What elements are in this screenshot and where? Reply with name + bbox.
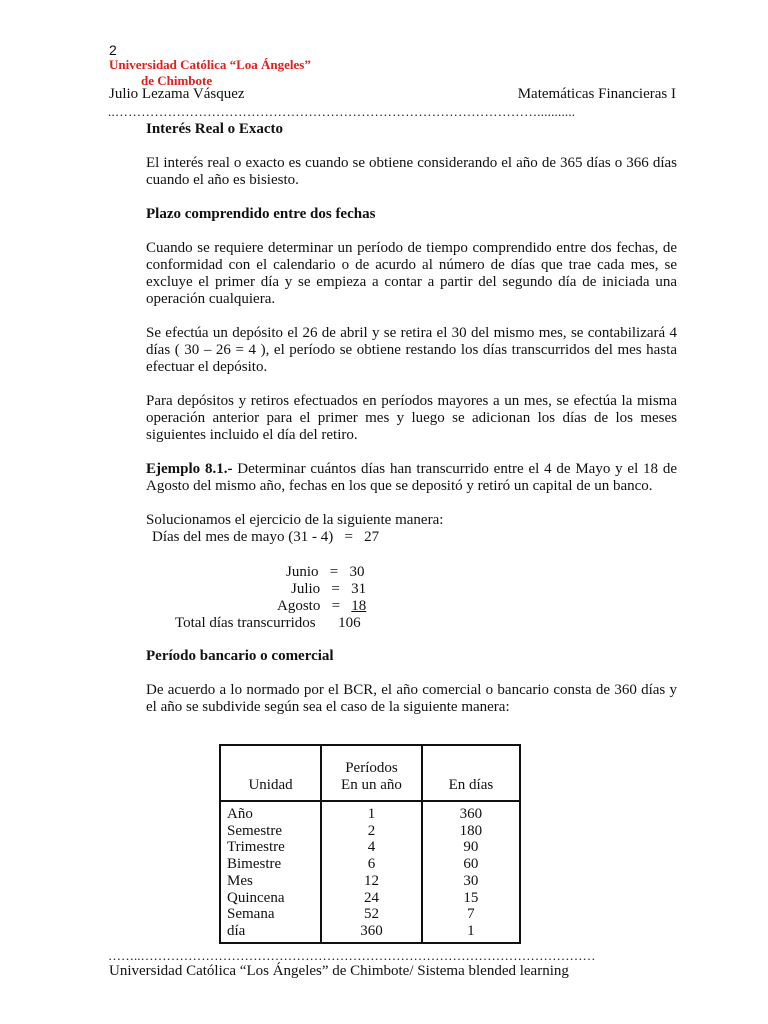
solution-intro: Solucionamos el ejercicio de la siguiente manera: <box>146 512 444 528</box>
paragraph-ejemplo <box>146 461 677 495</box>
table-cell-unidad: Año <box>227 806 253 822</box>
paragraph-plazo-1: Cuando se requiere determinar un período de tiempo comprendido entre dos fechas, de conformidad con el calendario o de acurdo al número de días que trae cada mes, se excluye el primer día y se empieza a contar a partir del segundo día de iniciada una operación cualquiera. <box>146 240 677 307</box>
table-cell-periodos: 1 <box>367 806 376 822</box>
table-header-periodos-line2: En un año <box>341 777 402 793</box>
author-name: Julio Lezama Vásquez <box>109 86 245 102</box>
table-column-periodos <box>321 801 422 943</box>
table-cell-dias: 360 <box>459 806 483 822</box>
table-cell-dias: 7 <box>467 906 475 923</box>
calc-julio: Julio = 31 <box>291 581 367 597</box>
calc-agosto-label: Agosto = <box>277 598 352 614</box>
table-header-periodos-line1: Períodos <box>345 760 398 776</box>
table-header-periodos <box>321 745 422 801</box>
table-cell-unidad: Semana <box>227 906 275 923</box>
paragraph-plazo-2: Se efectúa un depósito el 26 de abril y se retira el 30 del mismo mes, se contabilizará 4 días ( 30 – 26 = 4 ), el período se obtiene restando los días transcurridos del mes hasta efectuar el depósito. <box>146 325 677 375</box>
section-title-bancario: Período bancario o comercial <box>146 648 334 664</box>
main-content <box>146 121 677 716</box>
paragraph-bancario: De acuerdo a lo normado por el BCR, el año comercial o bancario consta de 360 días y el año se subdivide según sea el caso de la siguiente manera: <box>146 682 677 715</box>
table-cell-dias: 15 <box>463 889 479 906</box>
table-cell-unidad: Quincena <box>227 889 285 906</box>
page-number: 2 <box>109 42 117 58</box>
table-header-unidad: Unidad <box>220 745 321 801</box>
table-cell-unidad: Semestre <box>227 822 282 839</box>
table-cell-dias: 30 <box>463 872 479 889</box>
section-title-interes-real: Interés Real o Exacto <box>146 121 284 137</box>
table-column-dias <box>422 801 520 943</box>
table-cell-dias: 90 <box>463 839 479 856</box>
ejemplo-text: Determinar cuántos días han transcurrido entre el 4 de Mayo y el 18 de Agosto del mismo año, fechas en los que se depositó y retiró un capital de un banco. <box>146 461 677 494</box>
section-title-plazo: Plazo comprendido entre dos fechas <box>146 206 376 222</box>
table-header-dias: En días <box>422 745 520 801</box>
paragraph-interes-real: El interés real o exacto es cuando se obtiene considerando el año de 365 días o 366 días cuando el año es bisiesto. <box>146 155 677 188</box>
footer-divider: ……..…………………………………………………………………………………………… <box>108 948 596 963</box>
table-cell-dias: 180 <box>459 822 483 839</box>
calc-junio: Junio = 30 <box>286 564 365 580</box>
table-cell-unidad: día <box>227 922 246 939</box>
ejemplo-label: Ejemplo 8.1.- <box>146 461 233 477</box>
table-cell-unidad: Bimestre <box>227 856 282 873</box>
table-cell-periodos: 52 <box>363 906 379 923</box>
table-cell-dias: 1 <box>467 922 475 939</box>
table-cell-unidad: Trimestre <box>227 839 285 856</box>
calc-total: Total días transcurridos 106 <box>175 615 361 631</box>
course-title: Matemáticas Financieras I <box>517 86 676 102</box>
table-cell-periodos: 4 <box>367 839 376 856</box>
table-cell-periodos: 2 <box>367 822 376 839</box>
calc-agosto-value: 18 <box>351 598 367 614</box>
footer-text: Universidad Católica “Los Ángeles” de Chimbote/ Sistema blended learning <box>109 963 569 979</box>
table-column-unidad <box>220 801 321 943</box>
calc-mayo: Días del mes de mayo (31 - 4) = 27 <box>152 529 380 545</box>
table-cell-periodos: 360 <box>360 922 383 939</box>
periods-table <box>219 744 521 944</box>
table-cell-periodos: 24 <box>363 889 379 906</box>
header-divider: ..……………………………………………………………………………………........... <box>108 104 576 119</box>
university-name <box>109 57 311 89</box>
university-line-2: de Chimbote <box>141 73 213 88</box>
table-cell-periodos: 12 <box>363 872 379 889</box>
calculation-block <box>146 529 677 634</box>
paragraph-plazo-3: Para depósitos y retiros efectuados en períodos mayores a un mes, se efectúa la misma operación anterior para el primer mes y luego se adicionan los días de los meses siguientes incluido el día del retiro. <box>146 393 677 443</box>
table-cell-dias: 60 <box>463 856 479 873</box>
calc-agosto <box>277 598 366 615</box>
university-line-1: Universidad Católica “Loa Ángeles” <box>109 57 311 72</box>
table-cell-periodos: 6 <box>367 856 376 873</box>
table-cell-unidad: Mes <box>227 872 253 889</box>
